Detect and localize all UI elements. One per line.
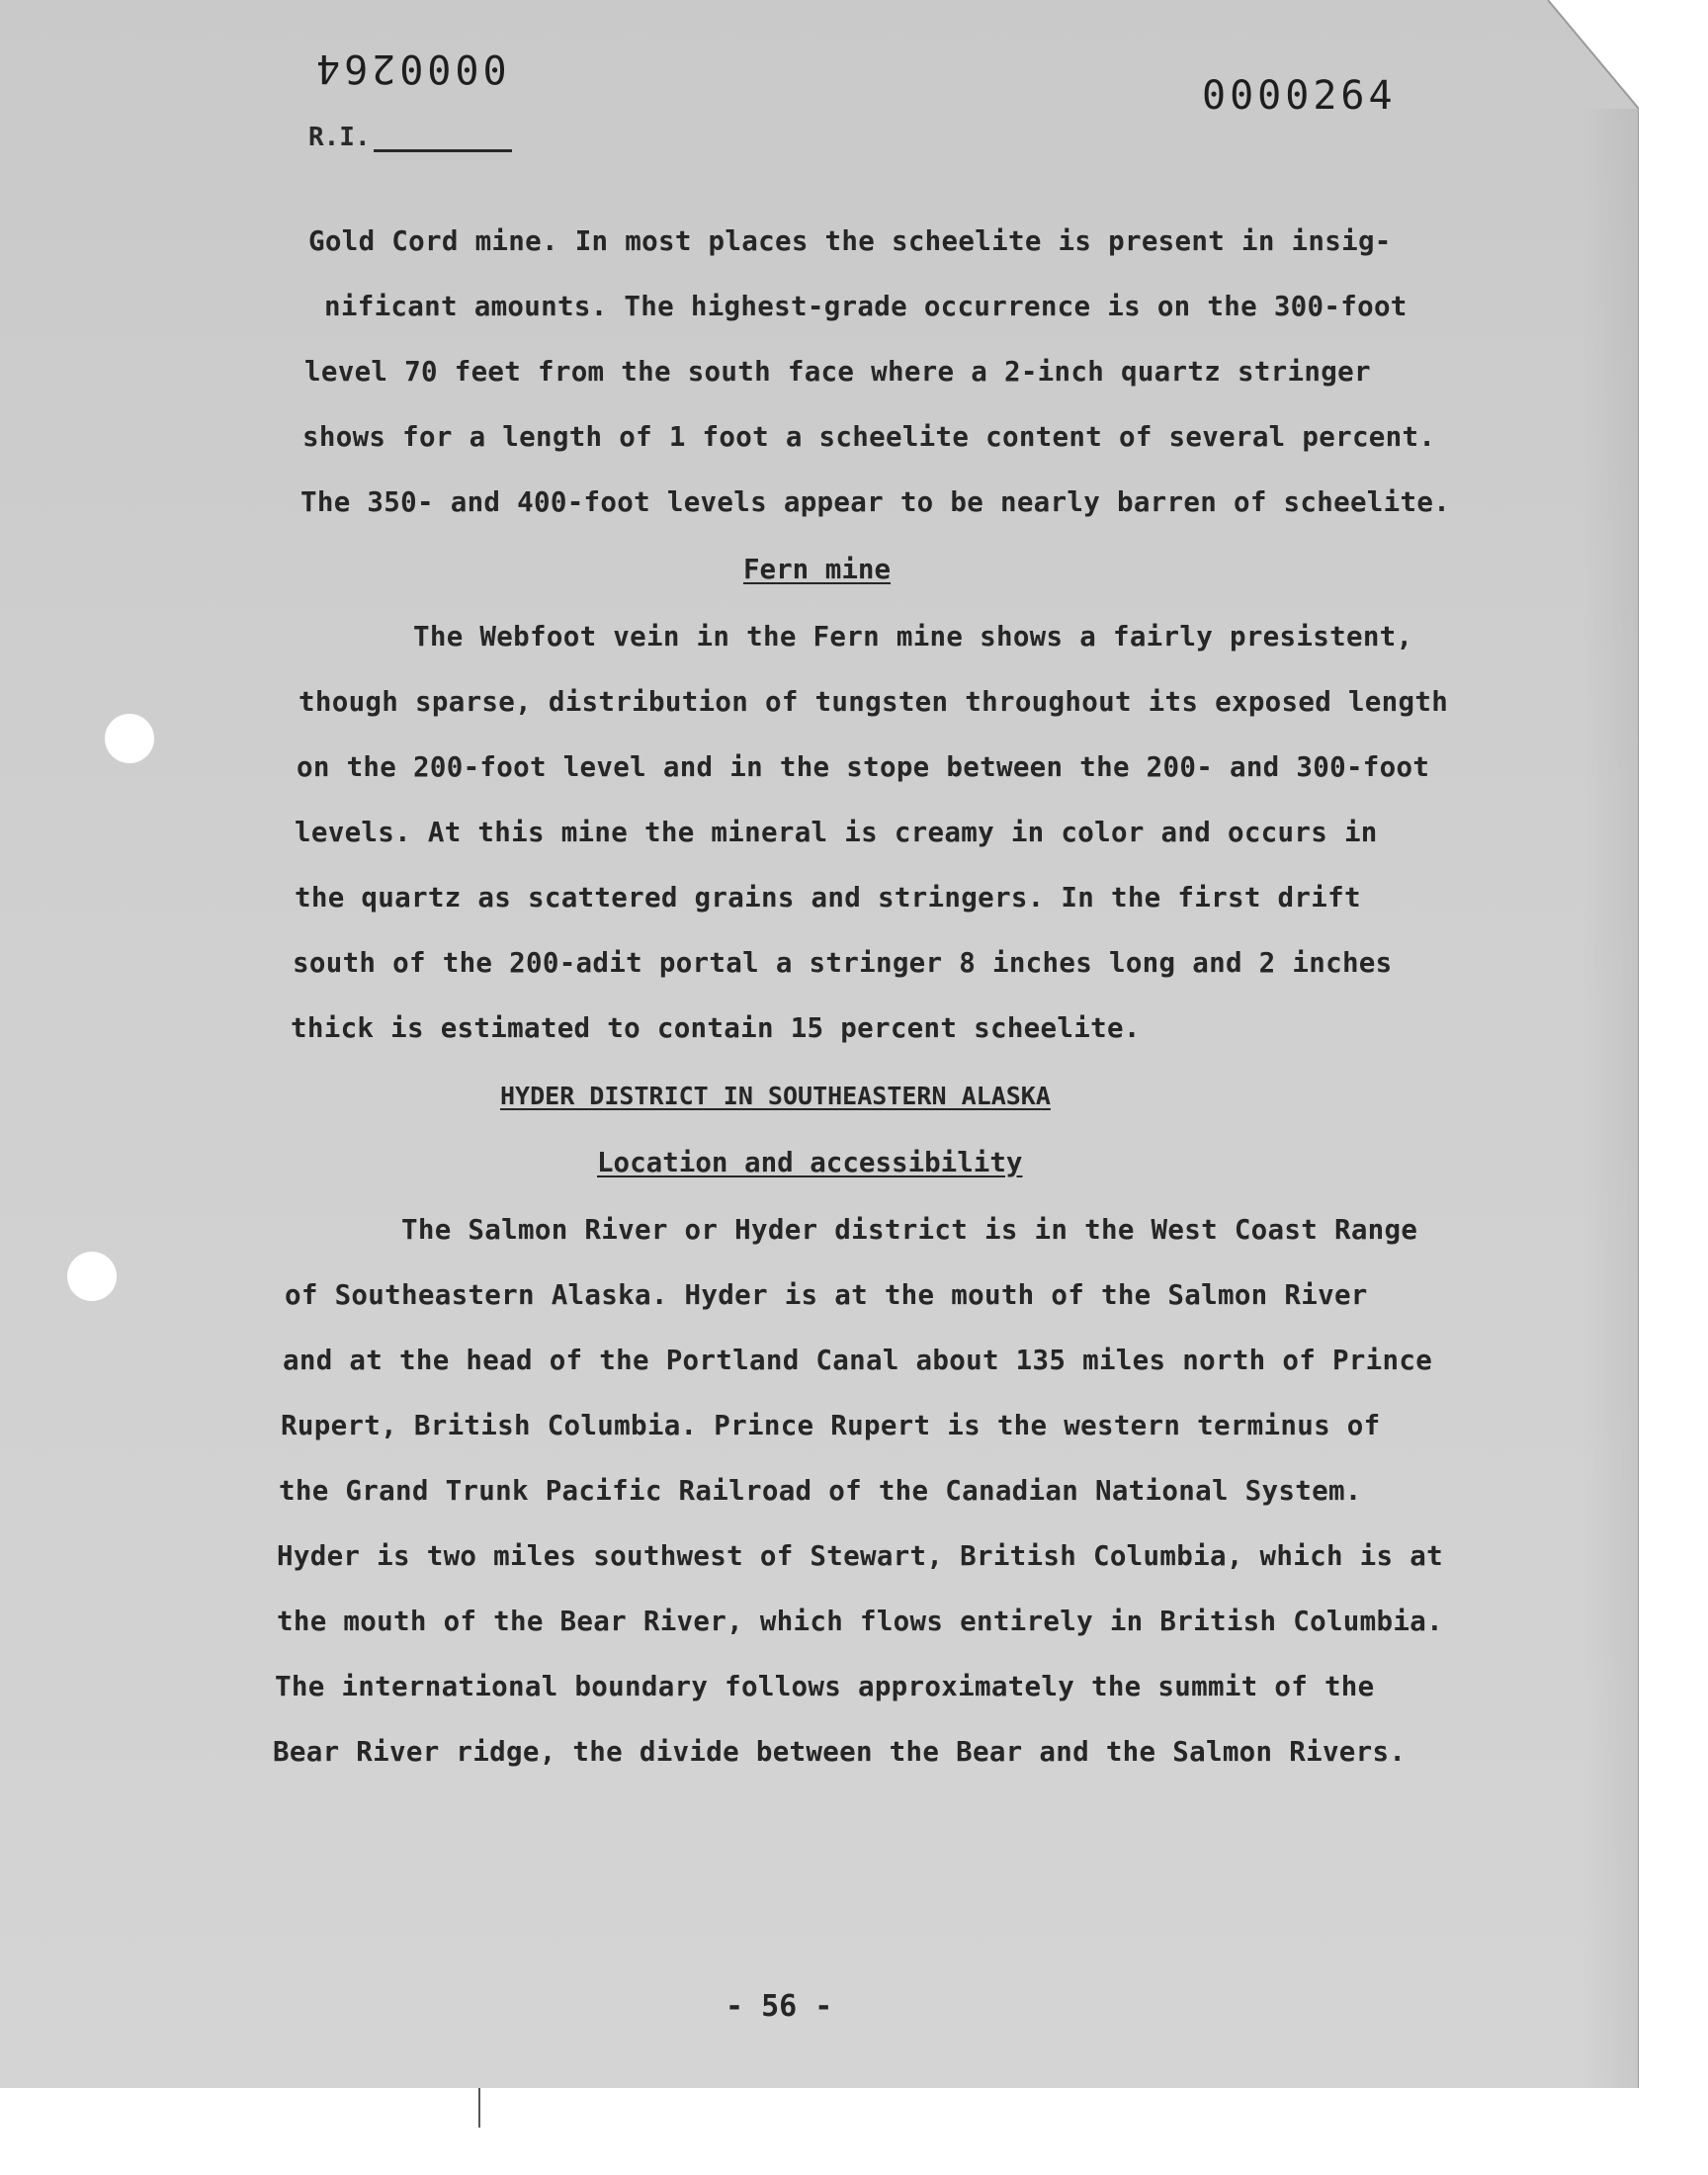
- text-line: south of the 200-adit portal a stringer 8 inches long and 2 inches: [293, 947, 1393, 979]
- text-line: The international boundary follows approximately the summit of the: [275, 1671, 1375, 1702]
- text-line: the Grand Trunk Pacific Railroad of the Canadian National System.: [279, 1475, 1362, 1507]
- paper-shadow: [1581, 109, 1639, 2088]
- page-number: - 56 -: [726, 1989, 833, 2024]
- heading-fern-mine: Fern mine: [743, 554, 892, 585]
- document-number-stamp: 0000264: [1202, 73, 1397, 119]
- text-line: nificant amounts. The highest-grade occurrence is on the 300-foot: [324, 291, 1408, 322]
- text-line: The Webfoot vein in the Fern mine shows a fairly presistent,: [413, 621, 1413, 652]
- text-line: the quartz as scattered grains and stringers. In the first drift: [295, 882, 1361, 914]
- text-line: Gold Cord mine. In most places the scheelite is present in insig-: [308, 225, 1392, 257]
- text-line: Rupert, British Columbia. Prince Rupert is the western terminus of: [281, 1410, 1381, 1441]
- text-line: on the 200-foot level and in the stope between the 200- and 300-foot: [297, 751, 1430, 783]
- text-line: and at the head of the Portland Canal about 135 miles north of Prince: [283, 1345, 1433, 1376]
- heading-location-accessibility: Location and accessibility: [597, 1147, 1023, 1178]
- document-number-stamp-inverted: 0000264: [312, 45, 507, 91]
- text-line: levels. At this mine the mineral is creamy in color and occurs in: [295, 817, 1378, 848]
- ri-label: R.I.: [308, 123, 371, 152]
- text-line: Hyder is two miles southwest of Stewart, British Columbia, which is at: [277, 1540, 1443, 1572]
- text-line: The Salmon River or Hyder district is in the West Coast Range: [401, 1214, 1418, 1246]
- text-line: though sparse, distribution of tungsten throughout its exposed length: [299, 686, 1449, 718]
- text-line: of Southeastern Alaska. Hyder is at the mouth of the Salmon River: [285, 1279, 1368, 1311]
- text-line: the mouth of the Bear River, which flows entirely in British Columbia.: [277, 1606, 1443, 1637]
- punch-hole-upper: [105, 714, 154, 763]
- text-line: Bear River ridge, the divide between the Bear and the Salmon Rivers.: [273, 1736, 1407, 1768]
- text-line: level 70 feet from the south face where a 2-inch quartz stringer: [304, 356, 1371, 388]
- punch-hole-lower: [67, 1252, 117, 1301]
- heading-hyder-district: HYDER DISTRICT IN SOUTHEASTERN ALASKA: [500, 1082, 1051, 1110]
- ri-blank-line: [374, 149, 512, 152]
- scan-artifact-line: [478, 2088, 480, 2128]
- text-line: thick is estimated to contain 15 percent scheelite.: [291, 1012, 1141, 1044]
- text-line: shows for a length of 1 foot a scheelite content of several percent.: [302, 421, 1436, 453]
- text-line: The 350- and 400-foot levels appear to be nearly barren of scheelite.: [300, 486, 1451, 518]
